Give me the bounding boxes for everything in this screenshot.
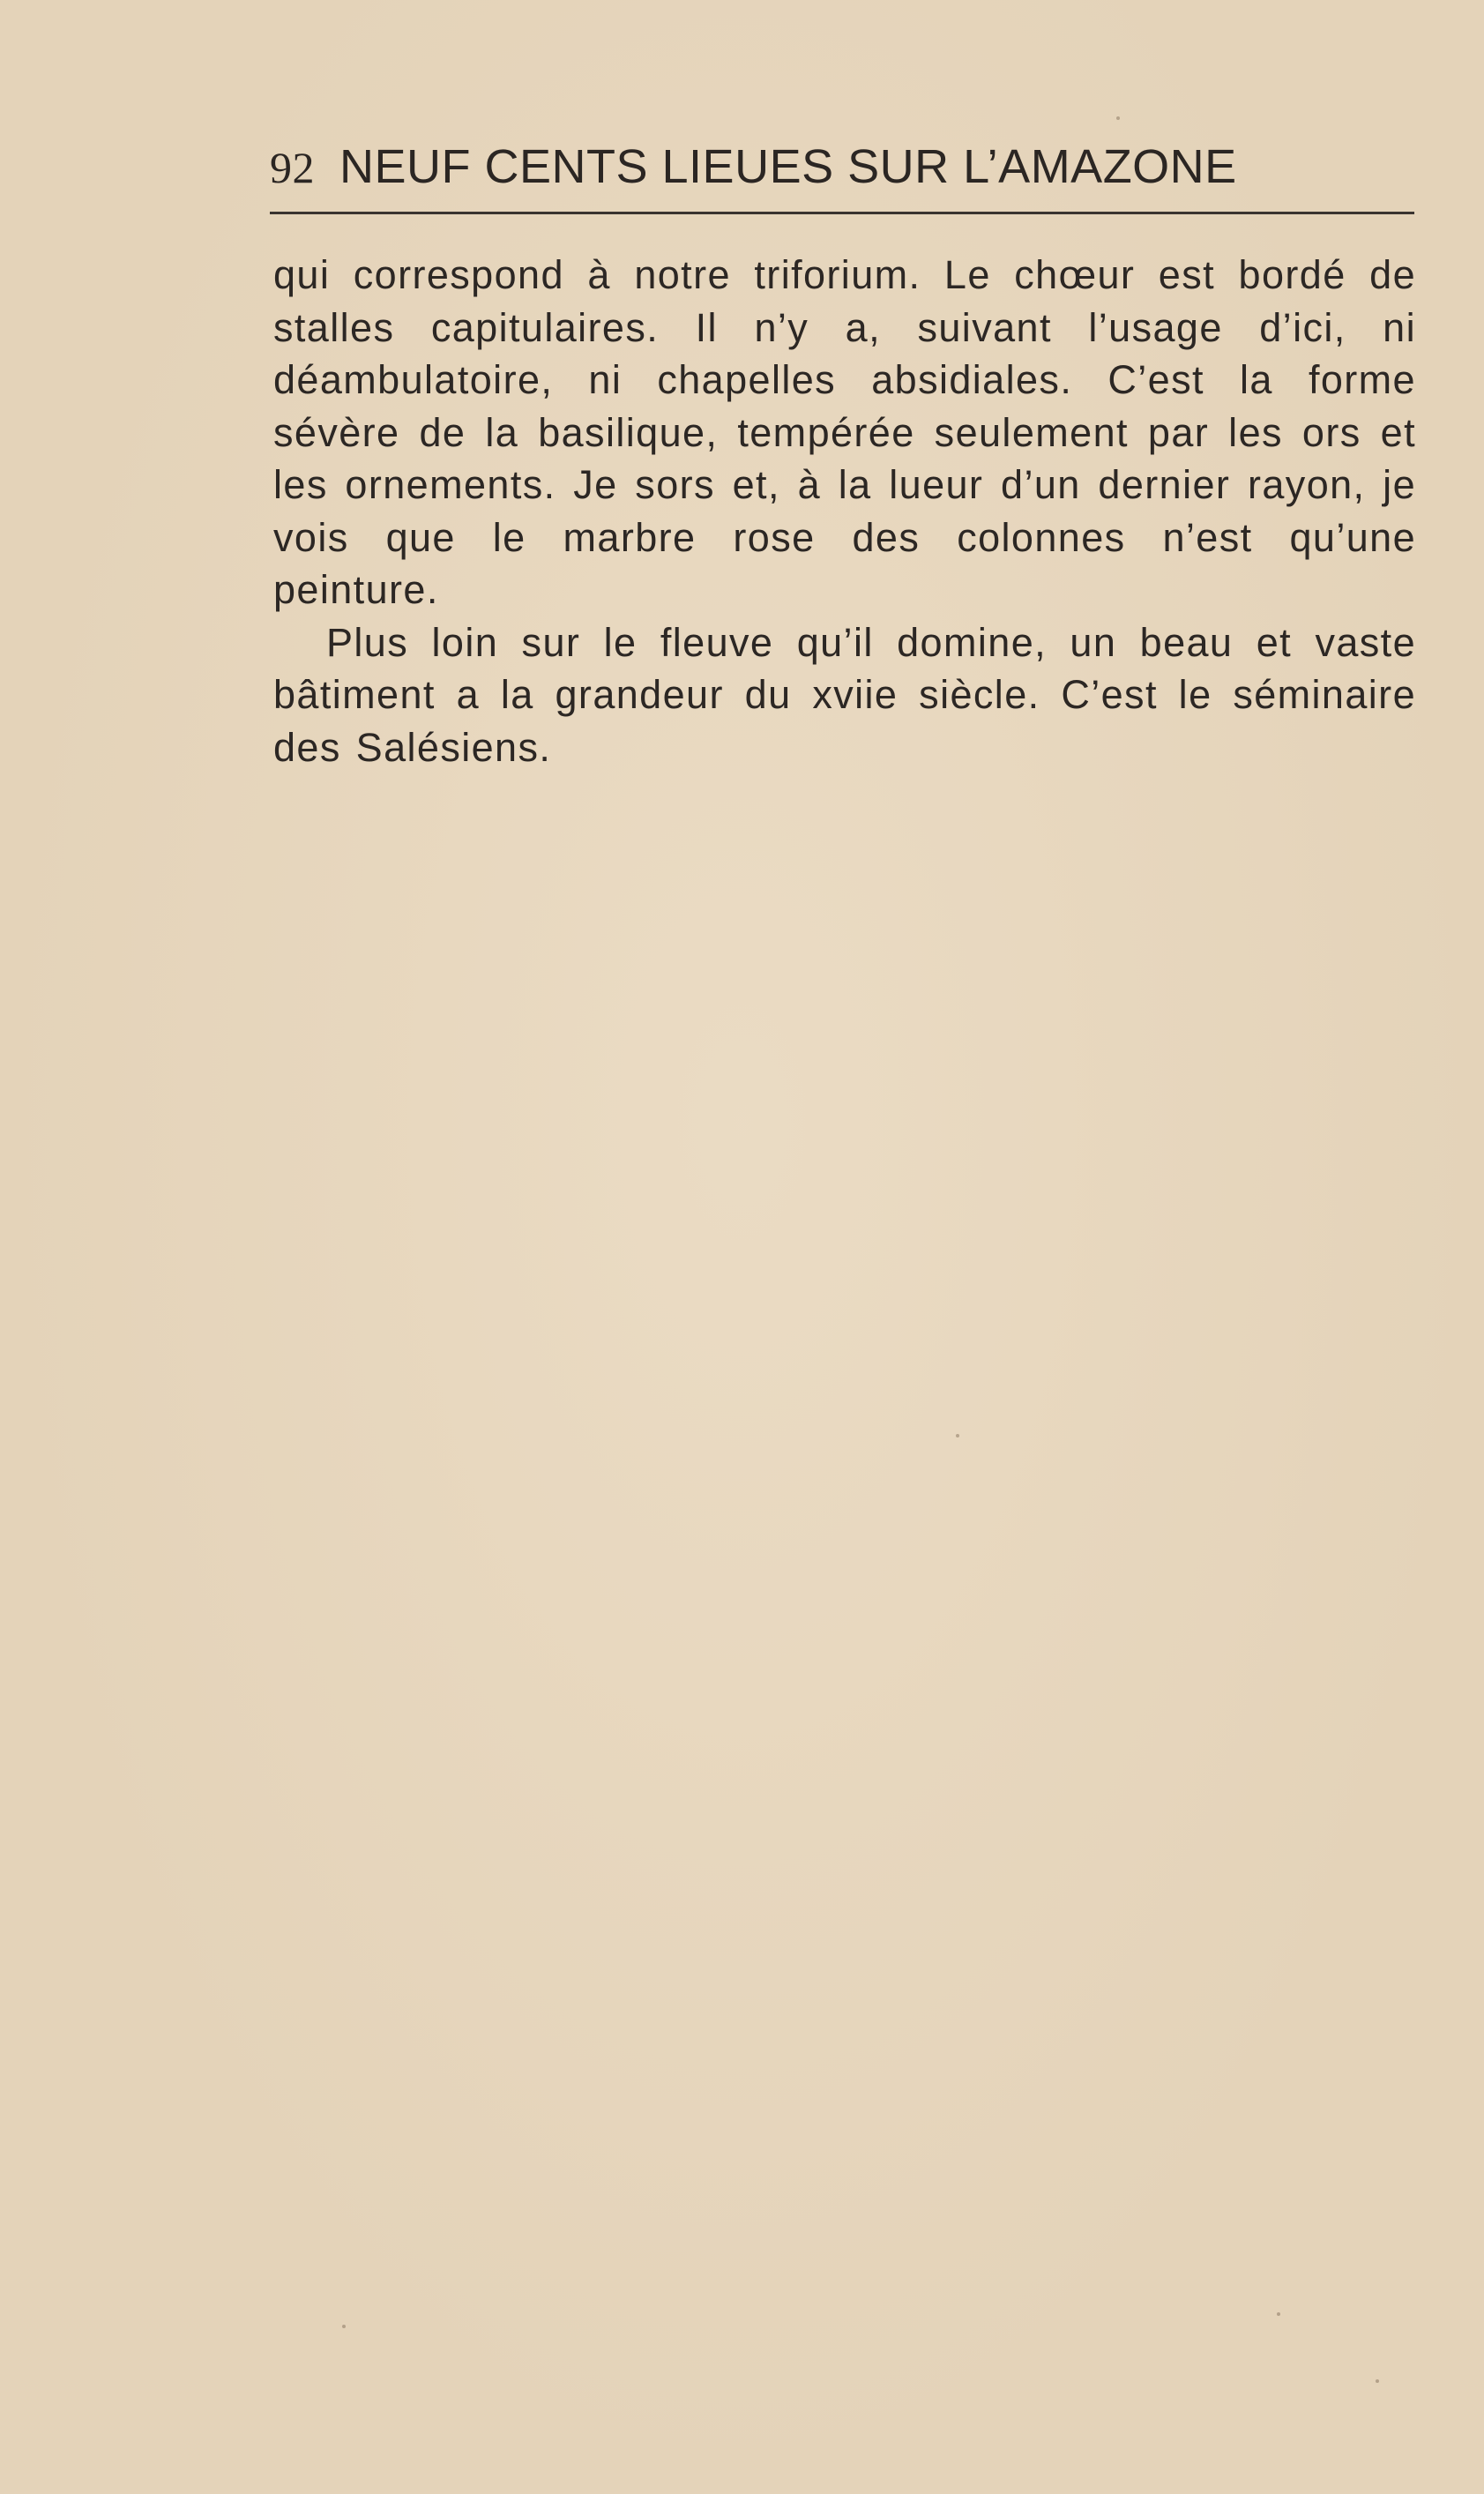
running-title: NEUF CENTS LIEUES SUR L’AMAZONE bbox=[339, 140, 1237, 193]
paper-speck bbox=[1277, 2312, 1280, 2316]
body-text bbox=[273, 249, 1416, 773]
paper-speck bbox=[1116, 116, 1120, 120]
paragraph-2: Plus loin sur le fleuve qu’il domine, un beau et vaste bâtiment a la grandeur du xviie siècle. C’est le séminaire des Salésiens. bbox=[273, 619, 1416, 770]
page-number: 92 bbox=[270, 143, 315, 192]
running-head bbox=[270, 139, 1414, 201]
header-rule bbox=[270, 212, 1414, 214]
paper-speck bbox=[956, 1434, 959, 1437]
paper-speck bbox=[1376, 2379, 1379, 2383]
paragraph-1: qui correspond à notre triforium. Le chœur est bordé de stalles capitulaires. Il n’y a, suivant l’usage d’ici, ni déambulatoire, ni chapelles absidiales. C’est la forme sévère de la basilique, tempérée seulement par les ors et les ornements. Je sors et, à la lueur d’un dernier rayon, je vois que le marbre rose des colonnes n’est qu’une peinture. bbox=[273, 252, 1416, 612]
paper-speck bbox=[342, 2325, 346, 2328]
